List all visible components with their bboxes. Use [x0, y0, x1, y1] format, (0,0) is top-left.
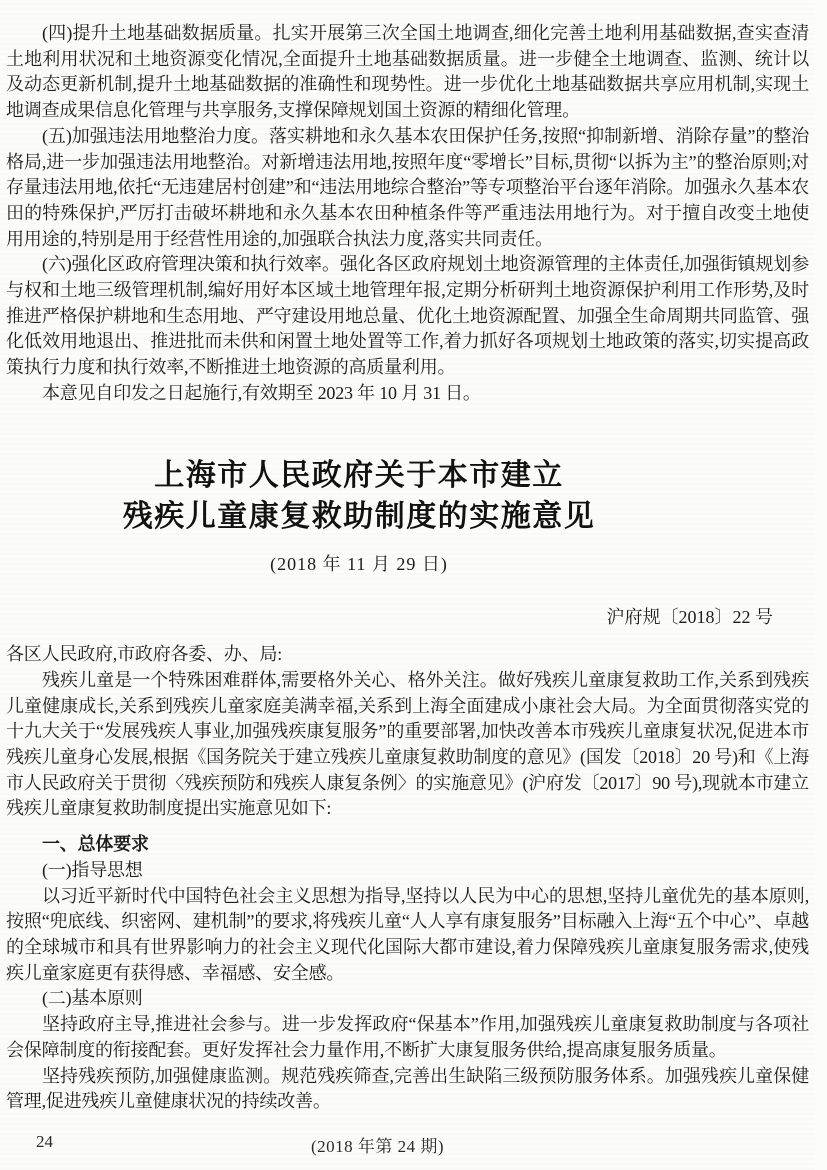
subsection-2-heading: (二)基本原则: [42, 988, 143, 1009]
land-paragraph-5-text: 落实耕地和永久基本农田保护任务,按照“抑制新增、消除存量”的整治格局,进一步加强违法用地整治。对新增违法用地,按照年度“零增长”目标,贯彻“以拆为主”的整治原则;对存量违法用地,依托“无违建居村创建”和“违法用地综合整治”等专项整治平台逐年消除。加强永久基本农田的特殊保护,严厉打击破坏耕地和永久基本农田种植条件等严重违法用地行为。对于擅自改变土地使用用途的,特别是用于经营性用途的,加强联合执法力度,落实共同责任。: [6, 125, 810, 249]
land-paragraph-6-text: 强化各区政府规划土地资源管理的主体责任,加强街镇规划参与权和土地三级管理机制,编好用好本区域土地管理年报,定期分析研判土地资源保护利用工作形势,及时推进严格保护耕地和生态用地、严守建设用地总量、优化土地资源配置、加强全生命周期共同监管、强化低效用地退出、推进批而未供和闲置土地处置等工作,着力抓好各项规划土地政策的落实,切实提高政策执行力度和执行效率,不断推进土地资源的高质量利用。: [6, 254, 809, 378]
land-paragraph-5: [6, 124, 809, 253]
land-paragraph-6: [6, 252, 809, 381]
page-footer: [0, 1132, 827, 1154]
land-effective-date-text: 本意见自印发之日起施行,有效期至 2023 年 10 月 31 日。: [42, 382, 481, 403]
intro-paragraph: 残疾儿童是一个特殊困难群体,需要格外关心、格外关注。做好残疾儿童康复救助工作,关系到残疾儿童健康成长,关系到残疾儿童家庭美满幸福,关系到上海全面建成小康社会大局。为全面贯彻落实党的十九大关于“发展残疾人事业,加强残疾康复服务”的重要部署,加快改善本市残疾儿童康复状况,促进本市残疾儿童身心发展,根据《国务院关于建立残疾儿童康复救助制度的意见》(国发〔2018〕20 号)和《上海市人民政府关于贯彻〈残疾预防和残疾人康复条例〉的实施意见》(沪府发〔2017〕90 号),现就本市建立残疾儿童康复救助制度提出实施意见如下:: [6, 669, 809, 819]
land-effective-date-paragraph: [6, 381, 809, 407]
section-1-heading: 一、总体要求: [42, 834, 149, 855]
basic-principles-paragraph-2: 坚持残疾预防,加强健康监测。规范残疾筛查,完善出生缺陷三级预防服务体系。加强残疾儿童保健管理,促进残疾儿童健康状况的持续改善。: [6, 1065, 809, 1112]
notice-title-line-1: 上海市人民政府关于本市建立: [154, 458, 564, 492]
land-paragraph-4-text: 扎实开展第三次全国土地调查,细化完善土地利用基础数据,查实查清土地利用状况和土地资源变化情况,全面提升土地基础数据质量。进一步健全土地调查、监测、统计以及动态更新机制,提升土地基础数据的准确性和现势性。进一步优化土地基础数据共享应用机制,实现土地调查成果信息化管理与共享服务,支撑保障规划国土资源的精细化管理。: [6, 23, 809, 121]
previous-document-tail: [6, 21, 809, 407]
basic-principles-paragraph-1: 坚持政府主导,推进社会参与。进一步发挥政府“保基本”作用,加强残疾儿童康复救助制度与各项社会保障制度的衔接配套。更好发挥社会力量作用,不断扩大康复服务供给,提高康复服务质量。: [6, 1014, 809, 1060]
subsection-1-heading: (一)指导思想: [42, 859, 143, 880]
notice-title-line-2: 残疾儿童康复救助制度的实施意见: [122, 499, 596, 533]
rehabilitation-notice-document: [6, 455, 809, 1115]
land-paragraph-4-lead: (四)提升土地基础数据质量。: [42, 23, 273, 43]
notice-date: (2018 年 11 月 29 日): [270, 553, 448, 574]
guiding-ideology-paragraph: 以习近平新时代中国特色社会主义思想为指导,坚持以人民为中心的思想,坚持儿童优先的基本原则,按照“兜底线、织密网、建机制”的要求,将残疾儿童“人人享有康复服务”目标融入上海“五个中心”、卓越的全球城市和具有世界影响力的社会主义现代化国际大都市建设,着力保障残疾儿童康复服务需求,使残疾儿童家庭更有获得感、幸福感、安全感。: [6, 885, 809, 983]
land-paragraph-6-lead: (六)强化区政府管理决策和执行效率。: [42, 254, 340, 275]
land-paragraph-4: [6, 21, 809, 124]
salutation: 各区人民政府,市政府各委、办、局:: [6, 644, 283, 665]
land-paragraph-5-lead: (五)加强违法用地整治力度。: [42, 125, 269, 146]
page-number: 24: [36, 1132, 53, 1151]
issue-label: (2018 年第 24 期): [311, 1137, 445, 1156]
notice-title: [6, 455, 712, 537]
doc-number: 沪府规〔2018〕22 号: [606, 606, 773, 627]
